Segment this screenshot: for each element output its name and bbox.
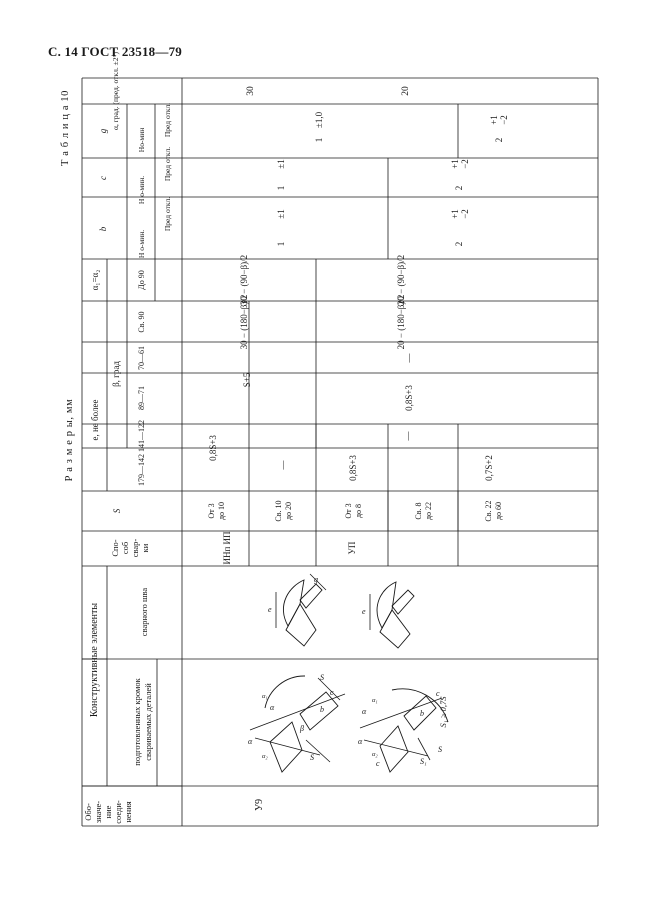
svg-text:α₁: α₁ [372, 697, 378, 704]
obozn-line-1: Обо- [83, 803, 93, 821]
b-pred-2 [450, 209, 470, 219]
s-row-1 [207, 502, 226, 520]
col-g: g [98, 128, 108, 134]
svg-text:Св. 8: Св. 8 [414, 502, 423, 520]
col-c: c [98, 176, 108, 180]
svg-text:−2: −2 [460, 209, 470, 219]
svg-text:α: α [270, 703, 275, 712]
e-mid-dash: — [404, 353, 414, 363]
svg-text:α: α [358, 737, 363, 746]
beta-179: 179—142 [137, 454, 146, 486]
sposob-line-3: свар- [130, 538, 140, 558]
col-sposob [110, 539, 150, 558]
svg-text:до 60: до 60 [494, 501, 503, 521]
c-pred-1: ±1 [276, 159, 286, 169]
sketch-prepared-1-labels [248, 673, 334, 762]
c-pred: Пред откл. [163, 146, 172, 182]
group-konstr: Конструктивные элементы [89, 602, 100, 718]
data-cells [207, 86, 509, 811]
svg-text:g: g [314, 575, 318, 584]
svg-text:Св. 22: Св. 22 [484, 500, 493, 522]
alpha-val-1: 30 [246, 86, 256, 96]
podgot-line-2: свариваемых деталей [143, 683, 153, 761]
svg-text:α₂: α₂ [262, 753, 268, 760]
g-pred: Пред откл. [163, 102, 172, 138]
sposob-line-4: ки [140, 543, 150, 553]
svg-text:−2: −2 [499, 115, 509, 125]
svg-text:α₁: α₁ [262, 693, 268, 700]
alpha-val-2: 20 [401, 86, 411, 96]
beta-70: 70—61 [137, 346, 146, 370]
obozn-line-2: значе- [93, 800, 103, 824]
sposob-value-1: ИНп ИП [222, 531, 232, 565]
alpha-top-do: 30 − (90−β)/2 [239, 254, 249, 306]
alpha-top-sv: 30 − (180−β)/2 [239, 294, 249, 350]
svg-text:до 22: до 22 [424, 501, 433, 521]
b-pred-1: ±1 [276, 209, 286, 219]
svg-text:e: e [362, 607, 366, 616]
sposob-line-1: Спо- [110, 539, 120, 557]
col-b: b [98, 226, 108, 232]
svg-text:+1: +1 [489, 115, 499, 125]
g-pred-2 [489, 115, 509, 125]
alpha-bot-sv: 20 − (180−β)/2 [396, 294, 406, 350]
col-e: e, не более [90, 399, 100, 441]
sketch-weld-2 [370, 582, 414, 648]
g-nom-1: 1 [314, 137, 324, 143]
b-nomin: Н о-мин. [137, 229, 146, 259]
svg-text:+1: +1 [450, 209, 460, 219]
row-designation: У9 [254, 798, 265, 812]
podgot-line-1: подготовленных кромок [132, 678, 142, 766]
table-caption: Т а б л и ц а 10 [60, 90, 71, 167]
s-row-3 [344, 503, 363, 518]
svg-text:α₂: α₂ [372, 751, 378, 758]
alpha-bot-do: 20 − (90−β)/2 [396, 254, 406, 306]
page-header: С. 14 ГОСТ 23518—79 [48, 44, 182, 59]
obozn-line-4: соеди- [113, 800, 123, 824]
alpha-sv90: Св. 90 [137, 311, 146, 333]
sposob-line-2: соб [120, 541, 130, 555]
c-nom-1: 1 [276, 185, 286, 191]
alpha-do90: До 90 [137, 270, 146, 290]
svg-text:От 3: От 3 [207, 503, 216, 519]
col-oboznachenie [83, 800, 133, 824]
svg-text:β: β [300, 724, 304, 733]
svg-text:S: S [438, 745, 442, 754]
e-bot-dash: — [403, 431, 413, 441]
e-top-dash: — [278, 460, 288, 470]
svg-text:+1: +1 [450, 159, 460, 169]
s-row-4 [414, 502, 433, 520]
obozn-line-5: нения [123, 801, 133, 823]
c-pred-2 [450, 159, 470, 169]
e-top-1: 0,8S+3 [208, 435, 218, 461]
c-nom-2: 2 [454, 185, 464, 191]
group-razmery: Р а з м е р ы, мм [64, 398, 75, 482]
g-nomin: Но-мин [137, 127, 146, 153]
col-podgotovlennyh [132, 677, 153, 765]
s-row-5 [484, 500, 503, 521]
s-row-2 [274, 500, 293, 521]
sposob-value-2: УП [347, 541, 357, 555]
svg-text:до 8: до 8 [354, 503, 363, 519]
col-beta: β, град [111, 361, 121, 387]
svg-text:c: c [376, 759, 380, 768]
svg-text:S₁ ≥ 0,7S: S₁ ≥ 0,7S [438, 696, 448, 728]
beta-89: 89—71 [137, 386, 146, 410]
g-pred-1: ±1,0 [314, 111, 324, 129]
svg-text:b: b [420, 709, 424, 718]
obozn-line-3: ние [103, 805, 113, 819]
col-alpha-full: α, град. (пред. откл. ±2°) [111, 52, 120, 130]
e-mid-bot: 0,8S+3 [404, 385, 414, 411]
col-s: S [112, 508, 122, 514]
table-grid [82, 78, 598, 826]
svg-text:c: c [436, 689, 440, 698]
beta-141: 141—122 [137, 420, 146, 452]
svg-text:S₁: S₁ [420, 757, 427, 766]
e-bot-1: 0,8S+3 [348, 455, 358, 481]
g-nom-2: 2 [494, 137, 504, 143]
sketch-weld-1 [276, 574, 326, 646]
svg-text:α: α [362, 707, 367, 716]
svg-text:до 20: до 20 [284, 501, 293, 521]
svg-text:c: c [330, 688, 334, 697]
b-pred: Пред откл. [163, 196, 172, 232]
svg-text:Св. 10: Св. 10 [274, 500, 283, 522]
svg-text:S: S [310, 753, 314, 762]
c-nomin: Н о-мин. [137, 175, 146, 205]
sketch-weld-2-labels [362, 607, 366, 616]
col-alpha12: α₁=α₂ [90, 269, 100, 291]
e-bot-2: 0,7S+2 [484, 455, 494, 481]
svg-text:−2: −2 [460, 159, 470, 169]
col-svarnogo: сварного шва [139, 587, 149, 637]
svg-text:От 3: От 3 [344, 503, 353, 519]
b-nom-2: 2 [454, 241, 464, 247]
svg-text:α: α [248, 737, 253, 746]
svg-text:b: b [320, 705, 324, 714]
svg-text:e: e [268, 605, 272, 614]
e-mid-top: S+5 [242, 372, 252, 388]
b-nom-1: 1 [276, 241, 286, 247]
svg-text:S: S [320, 673, 324, 682]
svg-text:до 10: до 10 [217, 501, 226, 521]
sketch-weld-1-labels [268, 575, 318, 614]
